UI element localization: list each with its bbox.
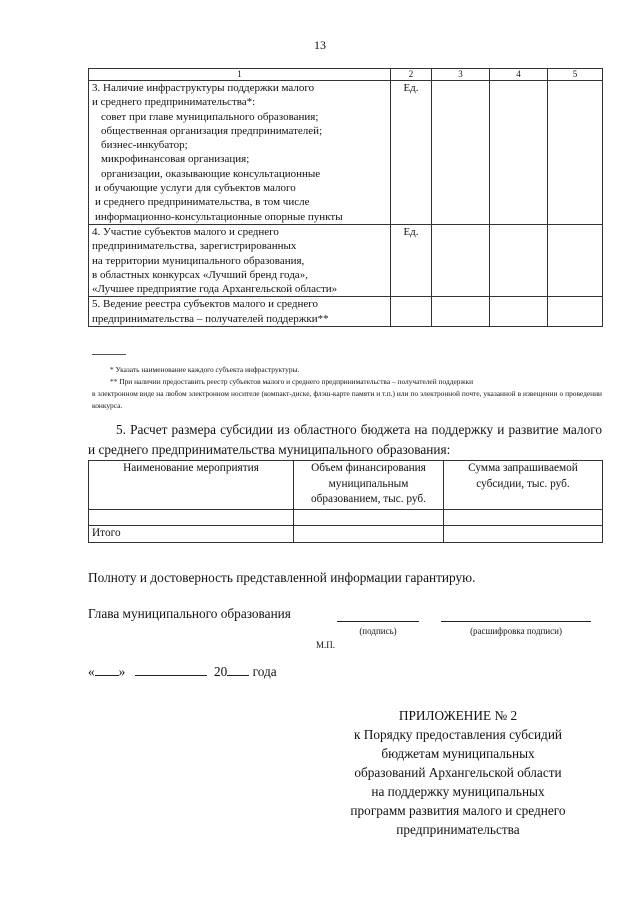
indicator-line: микрофинансовая организация; — [101, 153, 250, 166]
indicator-line: информационно-консультационные опорные пункты — [95, 210, 343, 223]
header-line: образованием, тыс. руб. — [311, 493, 426, 505]
header-activity-name — [89, 461, 294, 510]
table-row — [89, 510, 603, 526]
page-number: 13 — [314, 38, 326, 52]
indicator-line: предпринимательства – получателей поддержки** — [92, 312, 329, 325]
indicator-line: на территории муниципального образования, — [92, 254, 305, 267]
indicator-line: организации, оказывающие консультационные — [101, 167, 321, 180]
signature-line — [337, 607, 419, 622]
indicator-line: в областных конкурсах «Лучший бренд года», — [92, 268, 308, 281]
indicator-line: общественная организация предпринимателей; — [101, 124, 323, 137]
indicator-line: совет при главе муниципального образования; — [101, 110, 319, 123]
indicator-line: и среднего предпринимательства*: — [92, 96, 256, 109]
value-cell — [548, 297, 603, 327]
footnote-2-rest: в электронном виде на любом электронном носителе (компакт-диске, флэш-карте памяти и т.п.) или по электронной почте, указанной в извещении о проведении конкурса. — [92, 389, 602, 410]
column-number-3: 3 — [432, 69, 490, 81]
column-number-5: 5 — [548, 69, 603, 81]
footnote-1: * Указать наименование каждого субъекта инфраструктуры. — [110, 365, 300, 374]
head-label: Глава муниципального образования — [88, 606, 291, 621]
header-line: муниципальным — [328, 477, 409, 490]
header-municipal-funding — [294, 461, 444, 510]
guarantee-statement: Полноту и достоверность представленной информации гарантирую. — [88, 570, 476, 585]
signature-decode-line — [441, 607, 591, 622]
header-line: Сумма запрашиваемой — [468, 462, 578, 474]
indicator-text — [89, 81, 391, 225]
appendix-block — [318, 706, 598, 839]
date-line: « » 20 года — [88, 661, 277, 680]
header-requested-subsidy — [444, 461, 603, 510]
indicator-line: и обучающие услуги для субъектов малого — [95, 182, 296, 195]
header-line: субсидии, тыс. руб. — [476, 477, 570, 490]
value-cell — [490, 81, 548, 225]
table-header-row — [89, 69, 603, 81]
indicator-line: 5. Ведение реестра субъектов малого и среднего — [92, 298, 318, 311]
appendix-title: ПРИЛОЖЕНИЕ № 2 — [398, 708, 518, 723]
column-number-1: 1 — [89, 69, 391, 81]
column-number-2: 2 — [391, 69, 432, 81]
header-line: Наименование мероприятия — [123, 462, 259, 474]
value-cell — [548, 224, 603, 296]
total-row — [89, 526, 603, 543]
day-blank — [95, 661, 119, 676]
indicator-line: «Лучшее предприятие года Архангельской области» — [92, 283, 338, 296]
footnote-separator — [92, 354, 126, 355]
indicator-line: 4. Участие субъектов малого и среднего — [92, 225, 279, 238]
value-cell — [432, 297, 490, 327]
appendix-line: на поддержку муниципальных — [371, 784, 545, 799]
value-cell — [432, 224, 490, 296]
signature-caption: (подпись) — [359, 626, 397, 636]
appendix-line: бюджетам муниципальных — [381, 746, 535, 761]
indicator-text — [89, 224, 391, 296]
header-line: Объем финансирования — [311, 462, 426, 474]
decode-caption: (расшифровка подписи) — [470, 626, 562, 636]
indicator-text — [89, 297, 391, 327]
indicator-line: и среднего предпринимательства, в том числе — [95, 196, 310, 209]
indicator-line: 3. Наличие инфраструктуры поддержки малого — [92, 82, 315, 94]
value-cell — [490, 224, 548, 296]
subsidy-table-header — [89, 461, 603, 510]
infrastructure-table — [88, 68, 603, 327]
stamp-place: М.П. — [316, 640, 336, 650]
footnote-2 — [92, 376, 602, 412]
unit-cell — [391, 297, 432, 327]
unit-cell: Ед. — [391, 224, 432, 296]
table-row — [89, 224, 603, 296]
column-number-4: 4 — [490, 69, 548, 81]
indicator-line: предпринимательства, зарегистрированных — [92, 240, 297, 253]
subsidy-table — [88, 460, 603, 543]
appendix-line: к Порядку предоставления субсидий — [353, 727, 563, 742]
appendix-line: предпринимательства — [396, 822, 520, 837]
total-label: Итого — [89, 526, 294, 543]
value-cell — [548, 81, 603, 225]
footnote-2-first-line: ** При наличии предоставить реестр субъектов малого и среднего предпринимательства – получателей поддержки — [110, 377, 474, 386]
table-row — [89, 297, 603, 327]
month-blank — [135, 661, 207, 676]
appendix-line: образований Архангельской области — [354, 765, 562, 780]
section-5-title: 5. Расчет размера субсидии из областного бюджета на поддержку и развитие малого и среднего предпринимательства муниципального образования: — [88, 422, 602, 457]
unit-cell: Ед. — [391, 81, 432, 225]
appendix-line: программ развития малого и среднего — [350, 803, 566, 818]
value-cell — [490, 297, 548, 327]
value-cell — [432, 81, 490, 225]
table-row — [89, 81, 603, 225]
indicator-line: бизнес-инкубатор; — [101, 139, 188, 152]
year-blank — [227, 661, 249, 676]
